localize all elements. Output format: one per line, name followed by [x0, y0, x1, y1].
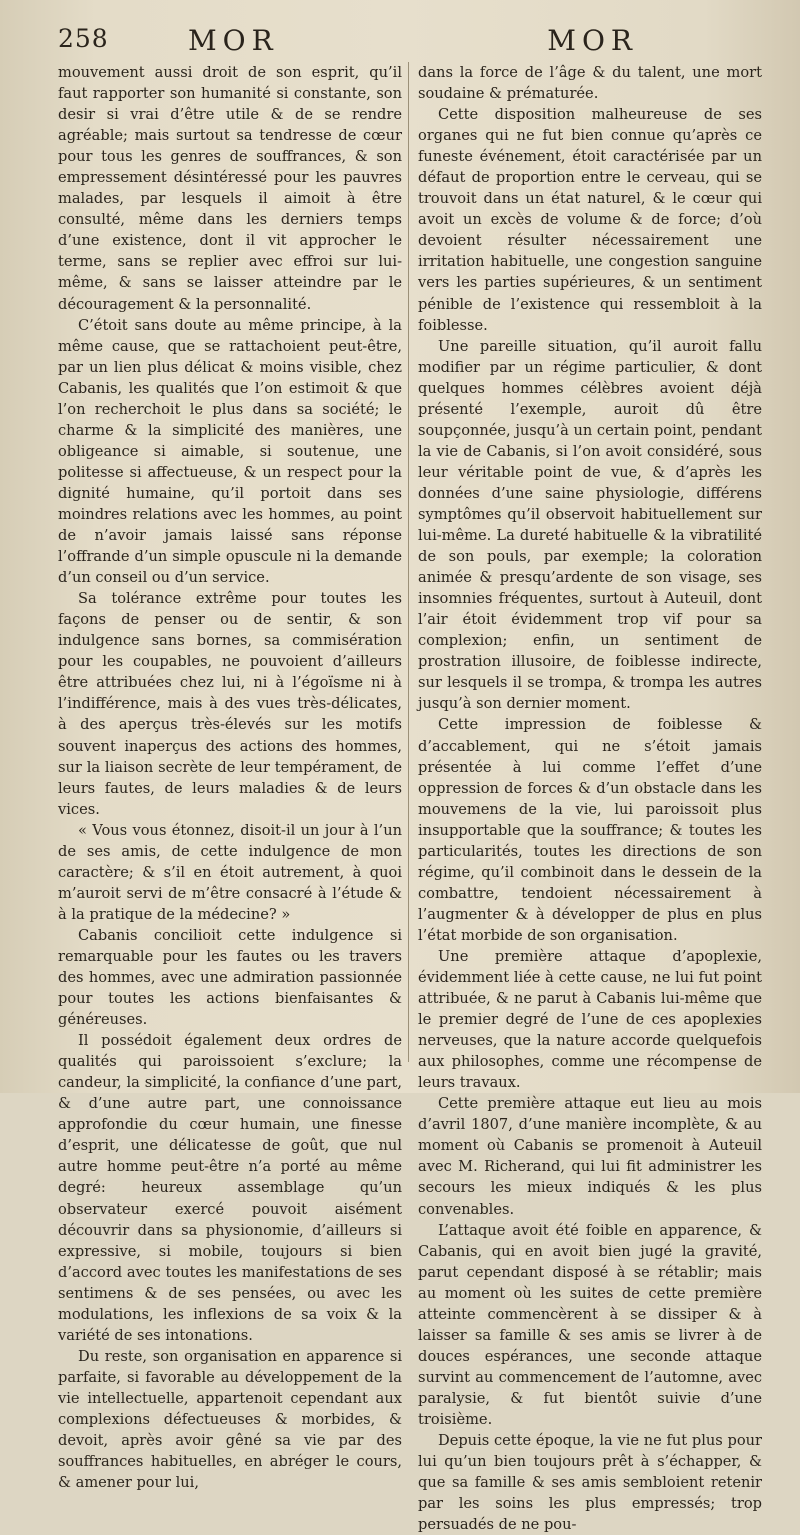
paragraph: Depuis cette époque, la vie ne fut plus pour lui qu’un bien toujours prêt à s’échapper, & que sa famille & ses amis sembloient retenir par les soins les plus empressés; trop persuadés de ne pou- — [418, 1432, 762, 1534]
paragraph: Cette disposition malheureuse de ses organes qui ne fut bien connue qu’après ce funeste événement, étoit caractérisée par un défaut de proportion entre le cerveau, qui se trouvoit dans un état naturel, & le cœur qui avoit un excès de volume & de force; d’où devoient résulter nécessairement une irritation habituelle, une congestion sanguine vers les parties supérieures, & un sentiment pénible de l’existence qui ressembloit à la foiblesse. — [418, 106, 762, 334]
running-head-right: MOR — [547, 24, 638, 57]
column-divider — [408, 62, 409, 1062]
page-number: 258 — [58, 24, 109, 53]
paragraph: Cette première attaque eut lieu au mois d’avril 1807, d’une manière incomplète, & au moment où Cabanis se promenoit à Auteuil avec M. Richerand, qui lui fit administrer les secours les mieux indiqués & les plus convenables. — [418, 1095, 762, 1218]
paragraph: Une première attaque d’apoplexie, évidemment liée à cette cause, ne lui fut point attribuée, & ne parut à Cabanis lui-même que le premier degré de l’une de ces apoplexies nerveuses, que la nature accorde quelquefois aux philosophes, comme une récompense de leurs travaux. — [418, 947, 762, 1092]
paragraph: dans la force de l’âge & du talent, une mort soudaine & prématurée. — [418, 64, 762, 103]
paragraph: L’attaque avoit été foible en apparence, & Cabanis, qui en avoit bien jugé la gravité, parut cependant disposé à se rétablir; mais au moment où les suites de cette première atteinte commencèrent à se dissiper & à laisser sa famille & ses amis se livrer à de douces espérances, une seconde attaque survint au commencement de l’automne, avec paralysie, & fut bientôt suivie d’une troisième. — [418, 1221, 762, 1428]
paragraph: « Vous vous étonnez, disoit-il un jour à l’un de ses amis, de cette indulgence de mon caractère; & s’il en étoit autrement, à quoi m’auroit servi de m’être consacré à l’étude & à la pratique de la médecine? » — [58, 821, 402, 923]
left-column — [58, 62, 402, 1492]
page-header — [58, 24, 758, 58]
paragraph: Il possédoit également deux ordres de qualités qui paroissoient s’exclure; la candeur, la simplicité, la confiance d’une part, & d’une autre part, une connoissance approfondie du cœur humain, une finesse d’esprit, une délicatesse de goût, que nul autre homme peut-être n’a porté au même degré: heureux assemblage qu’un observateur exercé pouvoit aisément découvrir dans sa physionomie, d’ailleurs si expressive, si mobile, toujours si bien d’accord avec toutes les manifestations de ses sentimens & de ses pensées, ou avec les modulations, les inflexions de sa voix & la variété de ses intonations. — [58, 1032, 402, 1344]
paragraph: Une pareille situation, qu’il auroit fallu modifier par un régime particulier, & dont quelques hommes célèbres avoient déjà présenté l’exemple, auroit dû être soupçonnée, jusqu’à un certain point, pendant la vie de Cabanis, si l’on avoit considéré, sous leur véritable point de vue, & d’après les données d’une saine physiologie, différens symptômes qu’il observoit habituellement sur lui-même. La dureté habituelle & la vibratilité de son pouls, par exemple; la coloration animée & presqu’ardente de son visage, ses insomnies fréquentes, surtout à Auteuil, dont l’air étoit évidemment trop vif pour sa complexion; enfin, un sentiment de prostration illusoire, de foiblesse indirecte, sur lesquels il se trompa, & trompa les autres jusqu’à son dernier moment. — [418, 337, 762, 713]
running-head-left: MOR — [188, 24, 279, 57]
paragraph: Cabanis concilioit cette indulgence si remarquable pour les fautes ou les travers des hommes, avec une admiration passionnée pour toutes les actions bienfaisantes & généreuses. — [58, 926, 402, 1029]
paragraph: Sa tolérance extrême pour toutes les façons de penser ou de sentir, & son indulgence sans bornes, sa commisération pour les coupables, ne pouvoient d’ailleurs être attribuées chez lui, ni à l’égoïsme ni à l’indifférence, mais à des vues très-délicates, à des aperçus très-élevés sur les motifs souvent inaperçus des actions des hommes, sur la liaison secrète de leur tempérament, de leurs fautes, de leurs maladies & de leurs vices. — [58, 590, 402, 818]
paragraph: Du reste, son organisation en apparence si parfaite, si favorable au développement de la vie intellectuelle, appartenoit cependant aux complexions défectueuses & morbides, & devoit, après avoir gêné sa vie par des souffrances habituelles, en abréger le cours, & amener pour lui, — [58, 1347, 402, 1492]
paragraph: mouvement aussi droit de son esprit, qu’il faut rapporter son humanité si constante, son desir si vrai d’être utile & de se rendre agréable; mais surtout sa tendresse de cœur pour tous les genres de souffrances, & son empressement désintéressé pour les pauvres malades, par lesquels il aimoit à être consulté, même dans les derniers temps d’une existence, dont il vit approcher le terme, sans se replier avec effroi sur lui-même, & sans se laisser atteindre par le découragement & la personnalité. — [58, 64, 402, 313]
paragraph: Cette impression de foiblesse & d’accablement, qui ne s’étoit jamais présentée à lui comme l’effet d’une oppression de forces & d’un obstacle dans les mouvemens de la vie, lui paroissoit plus insupportable que la souffrance; & toutes les particularités, toutes les directions de son régime, qu’il combinoit dans le dessein de la combattre, tendoient nécessairement à l’augmenter & à développer de plus en plus l’état morbide de son organisation. — [418, 716, 762, 944]
paragraph: C’étoit sans doute au même principe, à la même cause, que se rattachoient peut-être, par un lien plus délicat & moins visible, chez Cabanis, les qualités que l’on estimoit & que l’on recherchoit le plus dans sa société; le charme & la simplicité des manières, une obligeance si aimable, si soutenue, une politesse si affectueuse, & un respect pour la dignité humaine, qu’il portoit dans ses moindres relations avec les hommes, au point de n’avoir jamais laissé sans réponse l’offrande d’un simple opuscule ni la demande d’un conseil ou d’un service. — [58, 316, 402, 587]
right-column — [418, 62, 762, 1534]
